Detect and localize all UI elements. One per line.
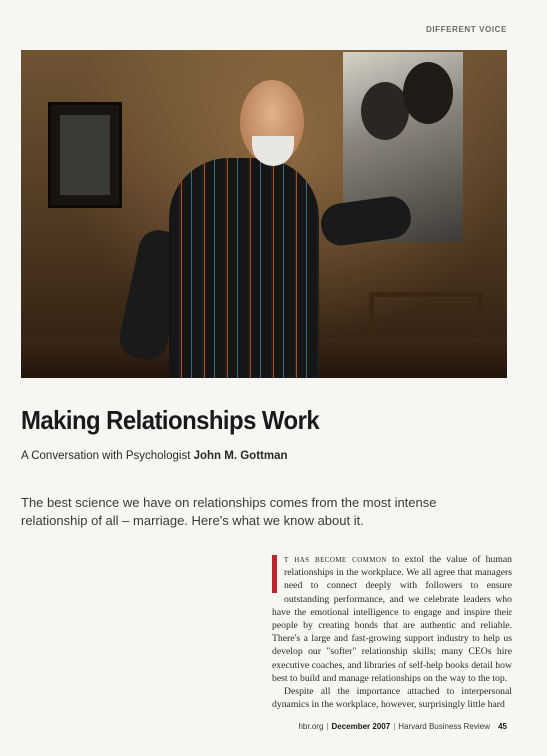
body-paragraph-2: Despite all the importance attached to interpersonal dynamics in the workplace, however, surprisingly little hard [272,686,512,711]
paragraph-1-text: to extol the value of human relationships in the workplace. We all agree that managers need to connect deeply with followers to ensure outstanding performance, and we celebrate leaders who have the emotional intelligence to engage and inspire their people by creating bonds that are authentic and reliable. There's a large and fast-growing support industry to help us develop our "softer" relationship skills; many CEOs hire executive coaches, and libraries of self-help books detail how best to build and manage relationships on the way to the top. [272,554,512,684]
page-number: 45 [498,722,507,731]
wall-frame-left [48,102,122,208]
photo-child-figure [361,82,409,140]
photo-adult-figure [403,62,453,124]
article-deck: The best science we have on relationships comes from the most intense relationship of all – marriage. Here's what we know about it. [21,495,437,528]
footer-date: December 2007 [331,722,391,731]
lead-in: t has become common [284,554,387,565]
man-sweater [169,158,319,378]
body-paragraph-1 [272,553,512,685]
body-column [272,553,512,711]
footer-publication: Harvard Business Review [398,722,490,731]
article-title: Making Relationships Work [21,405,320,435]
article-subtitle [21,450,288,462]
page-footer: hbr.org | December 2007 | Harvard Business Review 45 [298,722,507,731]
subtitle-prefix: A Conversation with Psychologist [21,450,194,462]
article-photo [21,50,507,378]
section-tag: DIFFERENT VOICE [425,25,507,34]
footer-site: hbr.org [298,722,324,731]
drop-cap-bar [272,555,277,593]
subtitle-name: John M. Gottman [193,450,288,462]
